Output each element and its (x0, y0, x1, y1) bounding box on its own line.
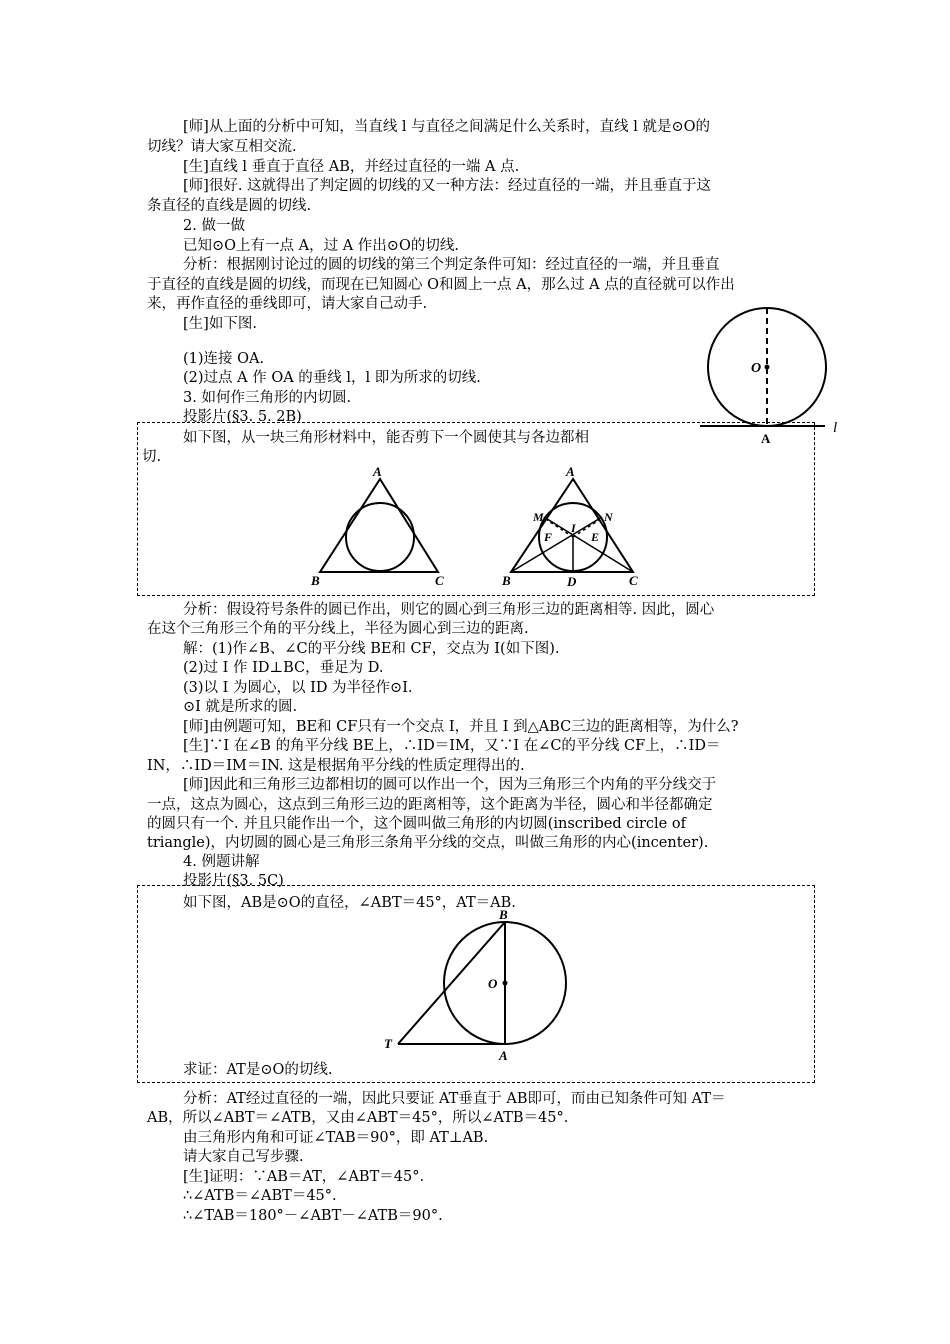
text-line: triangle)，内切圆的圆心是三角形三条角平分线的交点，叫做三角形的内心(incenter). (147, 835, 709, 851)
text-line: 请大家自己写步骤. (183, 1149, 304, 1165)
slide-label: 投影片(§3. 5C) (183, 873, 284, 889)
label-b: B (499, 907, 508, 922)
center-point (503, 981, 508, 986)
label-a: A (373, 464, 382, 479)
text-line: (2)过点 A 作 OA 的垂线 l，l 即为所求的切线. (183, 370, 481, 386)
label-b: B (502, 573, 511, 588)
text-line: 在这个三角形三个角的平分线上，半径为圆心到三边的距离. (147, 621, 529, 637)
section-heading: 2. 做一做 (183, 218, 245, 234)
text-line: [生]直线 l 垂直于直径 AB，并经过直径的一端 A 点. (183, 159, 520, 175)
label-o: O (751, 361, 762, 376)
text-line: ∴∠TAB＝180°－∠ABT－∠ATB＝90°. (183, 1208, 443, 1224)
label-t: T (384, 1036, 392, 1051)
label-i: I (571, 521, 576, 535)
text-line: (2)过 I 作 ID⊥BC，垂足为 D. (183, 660, 384, 676)
text-line: 分析：AT经过直径的一端，因此只要证 AT垂直于 AB即可，而由已知条件可知 AT＝ (183, 1091, 726, 1107)
label-n: N (604, 510, 613, 524)
text-line: 来，再作直径的垂线即可，请大家自己动手. (147, 296, 428, 312)
label-l: l (833, 420, 838, 436)
label-f: F (544, 530, 553, 544)
text-line: [师]很好. 这就得出了判定圆的切线的又一种方法：经过直径的一端，并且垂直于这 (183, 178, 712, 194)
text-line: (3)以 I 为圆心，以 ID 为半径作⊙I. (183, 680, 413, 696)
text-line: 切线？请大家互相交流. (147, 139, 297, 155)
section-heading: 4. 例题讲解 (183, 854, 260, 870)
label-c: C (629, 573, 638, 588)
incircle-construction-figure (495, 462, 650, 590)
label-m: M (533, 510, 544, 524)
text-line: 由三角形内角和可证∠TAB＝90°，即 AT⊥AB. (183, 1130, 489, 1146)
text-line: [师]从上面的分析中可知，当直线 l 与直径之间满足什么关系时，直线 l 就是⊙O的 (183, 119, 711, 135)
label-e: E (591, 530, 600, 544)
slide-box-incircle (137, 422, 815, 596)
text-line: 一点，这点为圆心，这点到三角形三边的距离相等，这个距离为半径，圆心和半径都确定 (147, 797, 713, 813)
text-line: [生]证明：∵AB＝AT，∠ABT＝45°. (183, 1169, 425, 1185)
label-d: D (567, 574, 577, 589)
text-line: ⊙I 就是所求的圆. (183, 699, 298, 715)
text-line: [生]∵I 在∠B 的角平分线 BE上，∴ID＝IM，又∵I 在∠C的平分线 CF上，∴ID＝ (183, 738, 721, 754)
text-line: 求证：AT是⊙O的切线. (183, 1062, 333, 1078)
text-line: 的圆只有一个. 并且只能作出一个，这个圆叫做三角形的内切圆(inscribed circle of (147, 816, 686, 832)
text-line: [师]由例题可知，BE和 CF只有一个交点 I，并且 I 到△ABC三边的距离相等，为什么? (183, 719, 739, 735)
text-line: AB，所以∠ABT＝∠ATB，又由∠ABT＝45°，所以∠ATB＝45°. (147, 1110, 569, 1126)
label-a: A (566, 464, 575, 479)
text-line: 已知⊙O上有一点 A，过 A 作出⊙O的切线. (183, 238, 459, 254)
label-b: B (311, 573, 320, 588)
incircle (346, 503, 414, 571)
label-a: A (761, 431, 771, 446)
text-line: 条直径的直线是圆的切线. (147, 198, 312, 214)
text-line: 解：(1)作∠B、∠C的平分线 BE和 CF，交点为 I(如下图). (183, 641, 560, 657)
section-heading: 3. 如何作三角形的内切圆. (183, 390, 352, 406)
incircle-triangle-figure (305, 462, 455, 590)
text-line: 切. (142, 449, 162, 465)
label-a: A (499, 1048, 508, 1063)
text-line: 分析：根据刚讨论过的圆的切线的第三个判定条件可知：经过直径的一端，并且垂直 (183, 257, 720, 273)
text-line: 于直径的直线是圆的切线，而现在已知圆心 O和圆上一点 A，那么过 A 点的直径就可以作出 (147, 277, 735, 293)
slide-label: 投影片(§3. 5. 2B) (183, 409, 302, 425)
label-c: C (435, 573, 444, 588)
label-o: O (488, 976, 498, 991)
text-line: 如下图，AB是⊙O的直径，∠ABT＝45°，AT＝AB. (183, 895, 516, 911)
example-circle-figure (370, 903, 570, 1065)
text-line: 分析：假设符号条件的圆已作出，则它的圆心到三角形三边的距离相等. 因此，圆心 (183, 602, 715, 618)
text-line: 如下图，从一块三角形材料中，能否剪下一个圆使其与各边都相 (183, 430, 589, 446)
text-line: ∴∠ATB＝∠ABT＝45°. (183, 1188, 337, 1204)
center-point (765, 365, 770, 370)
text-line: (1)连接 OA. (183, 351, 265, 367)
triangle-abc (320, 479, 438, 572)
text-line: [师]因此和三角形三边都相切的圆可以作出一个，因为三角形三个内角的平分线交于 (183, 777, 717, 793)
text-line: [生]如下图. (183, 316, 257, 332)
text-line: IN，∴ID＝IM＝IN. 这是根据角平分线的性质定理得出的. (147, 758, 525, 774)
